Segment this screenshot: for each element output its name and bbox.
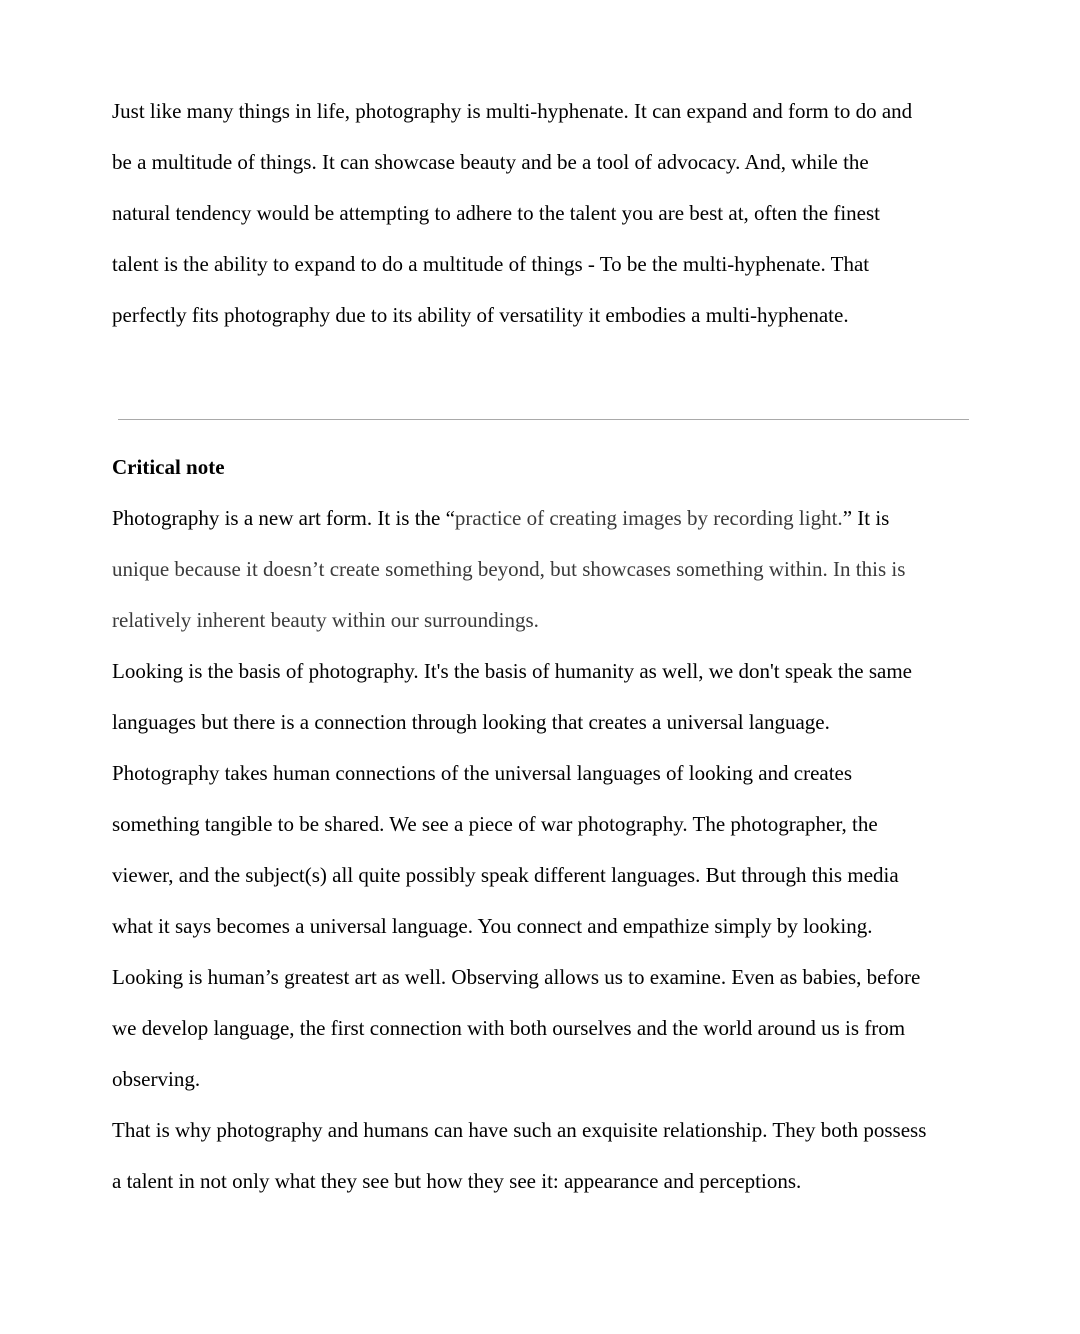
quote-line-end: ” It is [842,506,890,530]
critical-note-section [112,442,982,1207]
paragraph-line: a talent in not only what they see but how they see it: appearance and perceptions. [112,1169,802,1193]
paragraph-line: viewer, and the subject(s) all quite possibly speak different languages. But through this media [112,863,899,887]
quote-line [112,493,982,544]
intro-line: talent is the ability to expand to do a multitude of things - To be the multi-hyphenate. That [112,252,870,276]
intro-line: be a multitude of things. It can showcase beauty and be a tool of advocacy. And, while the [112,150,869,174]
paragraph-line: relatively inherent beauty within our surroundings. [112,608,539,632]
paragraph-line: what it says becomes a universal language. You connect and empathize simply by looking. [112,914,873,938]
paragraph-line: we develop language, the first connection with both ourselves and the world around us is from [112,1016,906,1040]
paragraph-line: unique because it doesn’t create something beyond, but showcases something within. In this is [112,557,906,581]
quoted-definition: practice of creating images by recording light. [454,506,843,530]
paragraph-line: That is why photography and humans can have such an exquisite relationship. They both possess [112,1118,927,1142]
paragraph-line: something tangible to be shared. We see a piece of war photography. The photographer, the [112,812,878,836]
intro-line: Just like many things in life, photography is multi-hyphenate. It can expand and form to do and [112,99,913,123]
paragraph-line: observing. [112,1067,201,1091]
intro-line: perfectly fits photography due to its ability of versatility it embodies a multi-hyphenate. [112,303,849,327]
section-heading: Critical note [112,455,225,479]
horizontal-rule [118,419,969,420]
paragraph-line: Photography takes human connections of the universal languages of looking and creates [112,761,853,785]
paragraph-line: languages but there is a connection through looking that creates a universal language. [112,710,830,734]
intro-line: natural tendency would be attempting to adhere to the talent you are best at, often the finest [112,201,880,225]
quote-line-start: Photography is a new art form. It is the “ [112,506,455,530]
paragraph-line: Looking is human’s greatest art as well. Observing allows us to examine. Even as babies, before [112,965,921,989]
paragraph-line: Looking is the basis of photography. It's the basis of humanity as well, we don't speak the same [112,659,912,683]
intro-paragraph [112,86,974,341]
